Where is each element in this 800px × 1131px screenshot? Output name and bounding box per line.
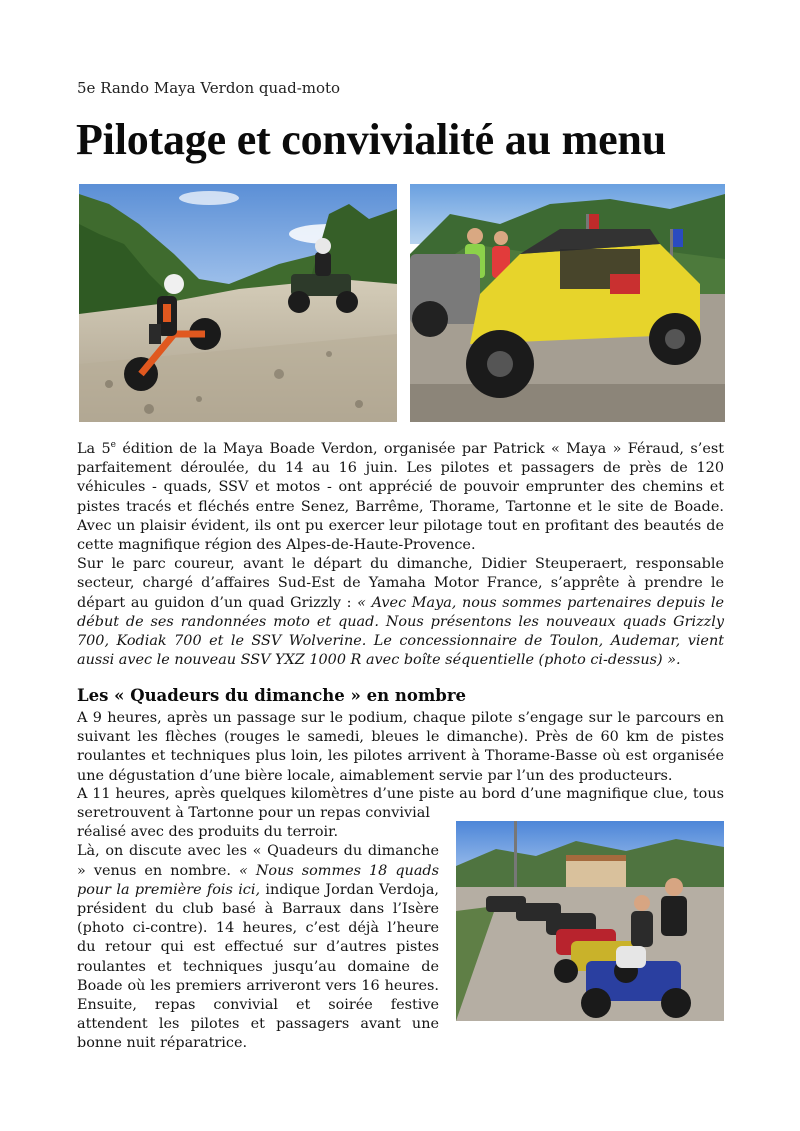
para1-text-2: Sur le parc coureur, avant le départ du dimanche, Didier Steuperaert, responsable secteur, chargé d’affaires Sud-Est de Yamaha Motor France, s’apprête à prendre le départ au guidon d’un quad Grizzly : [77, 556, 724, 611]
para3-line-1: retrouvent à Tartonne pour un repas convivial [93, 805, 430, 821]
article-paragraph-2 [77, 709, 724, 786]
photo-dirtbike-and-quad-on-trail [79, 184, 397, 422]
para3-quote: « Nous sommes 18 quads pour la première fois ici, [77, 862, 439, 898]
para3-lead-text: A 11 heures, après quelques kilomètres d’une piste au bord d’une magnifique clue, tous se [77, 786, 724, 822]
article-headline: Pilotage et convivialité au menu [76, 115, 666, 164]
article-paragraph-3-column [77, 804, 439, 1054]
photo-yellow-yamaha-ssv [410, 184, 725, 422]
article-subheading: Les « Quadeurs du dimanche » en nombre [77, 686, 467, 705]
article-kicker: 5e Rando Maya Verdon quad-moto [77, 79, 341, 97]
para3-line-2: réalisé avec des produits du terroir. [77, 824, 339, 841]
para2-text: A 9 heures, après un passage sur le podium, chaque pilote s’engage sur le parcours en suivant les flèches (rouges le samedi, bleues le dimanche). Près de 60 km de pistes roulantes et techniques plus loin, les pilotes arrivent à Thorame-Basse où est organisée une dégustation d’une bière locale, aimablement servie par l’un des producteurs. [77, 710, 724, 784]
para1-text: édition de la Maya Boade Verdon, organisée par Patrick « Maya » Féraud, s’est parfaitement déroulée, du 14 au 16 juin. Les pilotes et passagers de près de 120 véhicules - quads, SSV et motos - ont apprécié de pouvoir emprunter des chemins et pistes tracés et fléchés entre Senez, Barrême, Thorame, Tartonne et le site de Boade. Avec un plaisir évident, ils ont pu exercer leur pilotage tout en profitant des beautés de cette magnifique région des Alpes-de-Haute-Provence. [77, 441, 724, 554]
photo-line-of-quads-with-riders [456, 821, 724, 1021]
para1-superscript: e [110, 440, 116, 451]
para3-text: Là, on discute avec les « Quadeurs du dimanche » venus en nombre. [77, 843, 439, 879]
para1-quote: « Avec Maya, nous sommes partenaires depuis le début de ses randonnées moto et quad. Nous présentons les nouveaux quads Grizzly 700, Kodiak 700 et le SSV Wolverine. Le concessionnaire de Toulon, Audemar, vient aussi avec le nouveau SSV YXZ 1000 R avec boîte séquentielle (photo ci-dessus) ». [77, 594, 724, 669]
para1-prefix: La 5 [77, 441, 111, 457]
article-paragraph-1 [77, 440, 724, 670]
para3-text-2: indique Jordan Verdoja, président du club basé à Barraux dans l’Isère (photo ci-contre). 14 heures, c’est déjà l’heure du retour qui est effectué sur d’autres pistes roulantes et techniques jusqu’au domaine de Boade où les premiers arriveront vers 16 heures. Ensuite, repas convivial et soirée festive attendent les pilotes et passagers avant une bonne nuit réparatrice. [77, 881, 439, 1052]
